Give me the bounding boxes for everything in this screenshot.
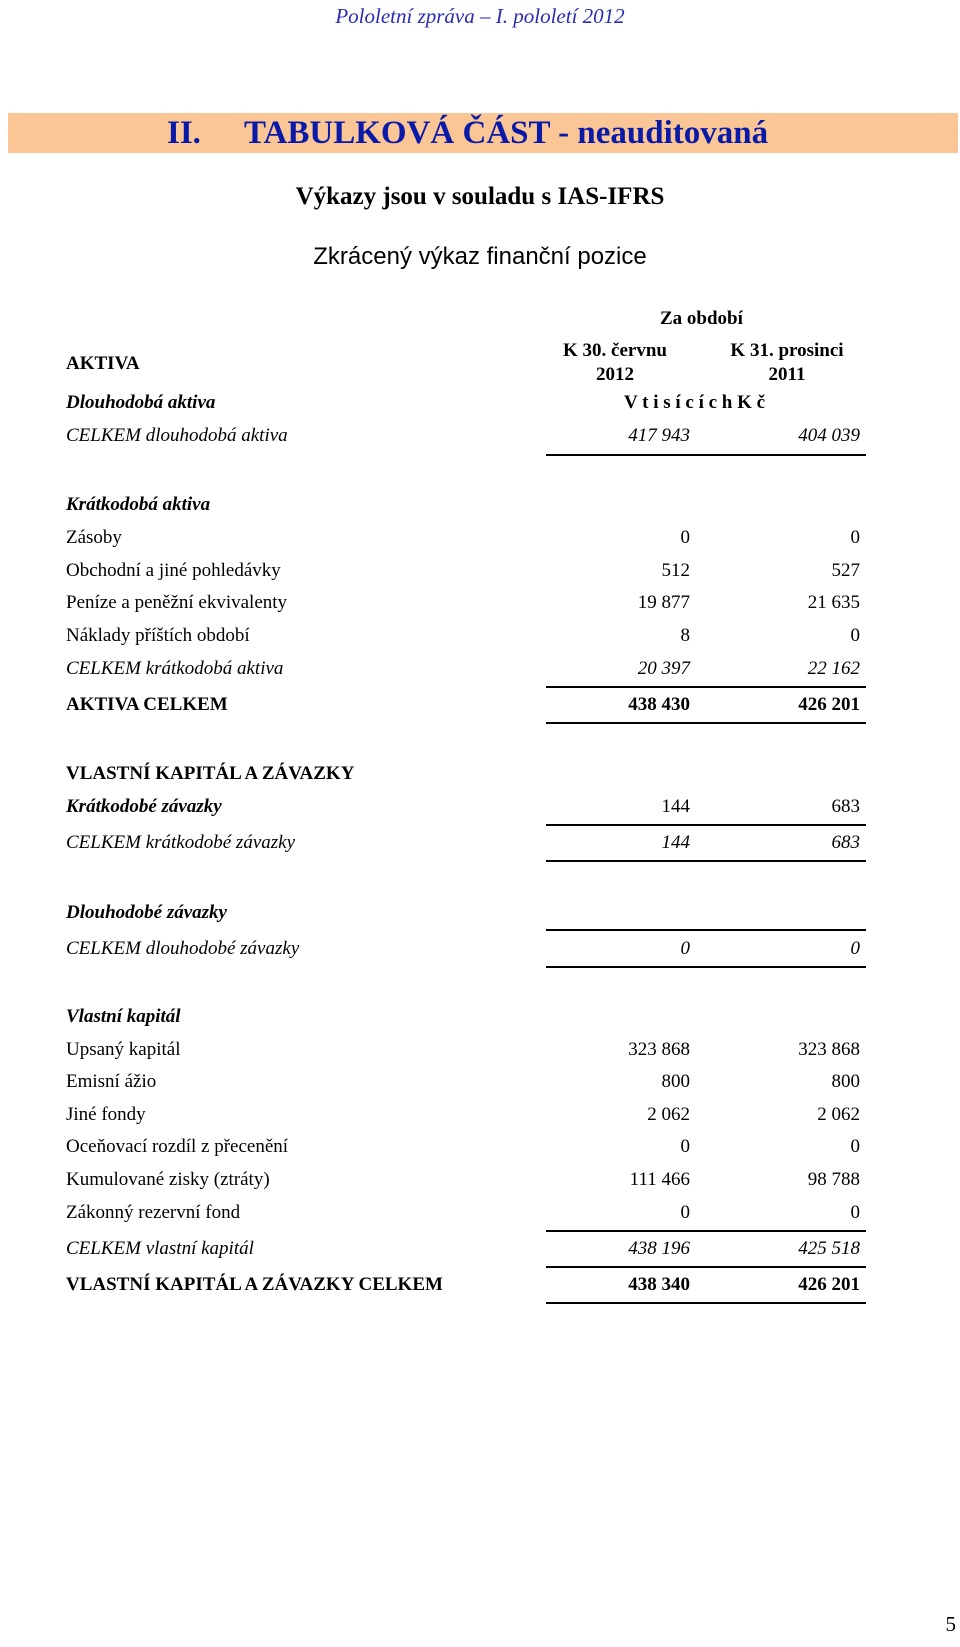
total-rule: [546, 1266, 866, 1268]
row-value-2012: 438 196: [628, 1238, 690, 1259]
report-header: Pololetní zpráva – I. pololetí 2012: [335, 4, 625, 28]
col1-year: 2012: [596, 364, 634, 385]
total-rule: [546, 929, 866, 931]
row-value-2012: 8: [680, 625, 690, 646]
row-value-2011: 0: [850, 1136, 860, 1157]
total-rule: [546, 454, 866, 456]
row-label: CELKEM krátkodobé závazky: [66, 832, 296, 853]
subtitle: Výkazy jsou v souladu s IAS-IFRS: [295, 183, 665, 210]
col1-header: K 30. červnu: [563, 340, 667, 361]
aktiva-heading: AKTIVA: [66, 353, 140, 374]
row-value-2012: 800: [661, 1071, 690, 1092]
row-value-2012: 0: [680, 527, 690, 548]
row-value-2011: 98 788: [807, 1169, 860, 1190]
period-label: Za období: [660, 308, 743, 329]
row-value-2012: 438 340: [628, 1274, 690, 1295]
row-label: Kumulované zisky (ztráty): [66, 1169, 270, 1190]
row-value-2011: 21 635: [807, 592, 860, 613]
row-value-2012: 0: [680, 1202, 690, 1223]
statement-title: Zkrácený výkaz finanční pozice: [313, 243, 647, 270]
vlastni-kapital-heading: Vlastní kapitál: [66, 1006, 181, 1027]
row-value-2012: 19 877: [637, 592, 690, 613]
row-label: Peníze a peněžní ekvivalenty: [66, 592, 288, 613]
row-label: CELKEM dlouhodobá aktiva: [66, 425, 288, 446]
row-label: Emisní ážio: [66, 1071, 157, 1092]
kratkodoba-aktiva-heading: Krátkodobá aktiva: [66, 494, 211, 515]
row-value-2011: 2 062: [817, 1104, 860, 1125]
row-label: CELKEM vlastní kapitál: [66, 1238, 254, 1259]
row-value-2011: 22 162: [807, 658, 860, 679]
row-value-2011: 323 868: [798, 1039, 860, 1060]
col2-header: K 31. prosinci: [730, 340, 844, 361]
row-label: Zákonný rezervní fond: [66, 1202, 241, 1223]
page-number: 5: [945, 1612, 956, 1636]
row-value-2011: 425 518: [798, 1238, 860, 1259]
total-rule: [546, 824, 866, 826]
section-title: TABULKOVÁ ČÁST - neauditovaná: [244, 115, 769, 151]
row-value-2012: 2 062: [647, 1104, 690, 1125]
total-rule: [546, 722, 866, 724]
total-rule: [546, 686, 866, 688]
total-rule: [546, 966, 866, 968]
total-rule: [546, 1230, 866, 1232]
vk-zavazky-heading: VLASTNÍ KAPITÁL A ZÁVAZKY: [66, 763, 355, 784]
row-label: Upsaný kapitál: [66, 1039, 181, 1060]
row-value-2011: 0: [850, 625, 860, 646]
row-value-2012: 0: [680, 1136, 690, 1157]
row-label: Náklady příštích období: [66, 625, 250, 646]
row-value-2011: 0: [850, 1202, 860, 1223]
row-label: Zásoby: [66, 527, 122, 548]
col2-year: 2011: [768, 364, 806, 385]
row-value-2011: 0: [850, 938, 860, 959]
row-value-2012: 111 466: [629, 1169, 690, 1190]
row-label: VLASTNÍ KAPITÁL A ZÁVAZKY CELKEM: [66, 1274, 443, 1295]
row-label: Jiné fondy: [66, 1104, 146, 1125]
row-value-2012: 512: [661, 560, 690, 581]
row-value-2011: 426 201: [798, 694, 860, 715]
section-number: II.: [167, 115, 201, 151]
row-value-2011: 683: [831, 796, 860, 817]
row-value-2012: 323 868: [628, 1039, 690, 1060]
row-value-2012: 144: [661, 796, 690, 817]
row-value-2011: 404 039: [798, 425, 860, 446]
dlouhodobe-zavazky-heading: Dlouhodobé závazky: [66, 902, 227, 923]
row-value-2012: 438 430: [628, 694, 690, 715]
dlouhodoba-aktiva-heading: Dlouhodobá aktiva: [66, 392, 216, 413]
total-rule: [546, 860, 866, 862]
row-value-2011: 527: [831, 560, 860, 581]
row-value-2012: 144: [661, 832, 690, 853]
row-label: Oceňovací rozdíl z přecenění: [66, 1136, 289, 1157]
row-label: Krátkodobé závazky: [66, 796, 222, 817]
row-value-2011: 426 201: [798, 1274, 860, 1295]
row-value-2011: 683: [831, 832, 860, 853]
row-label: CELKEM dlouhodobé závazky: [66, 938, 300, 959]
row-label: AKTIVA CELKEM: [66, 694, 228, 715]
row-label: CELKEM krátkodobá aktiva: [66, 658, 284, 679]
total-rule: [546, 1302, 866, 1304]
row-value-2012: 0: [680, 938, 690, 959]
row-value-2011: 800: [831, 1071, 860, 1092]
row-value-2012: 417 943: [628, 425, 690, 446]
row-label: Obchodní a jiné pohledávky: [66, 560, 281, 581]
row-value-2012: 20 397: [637, 658, 690, 679]
units-label: V t i s í c í c h K č: [624, 392, 766, 413]
row-value-2011: 0: [850, 527, 860, 548]
